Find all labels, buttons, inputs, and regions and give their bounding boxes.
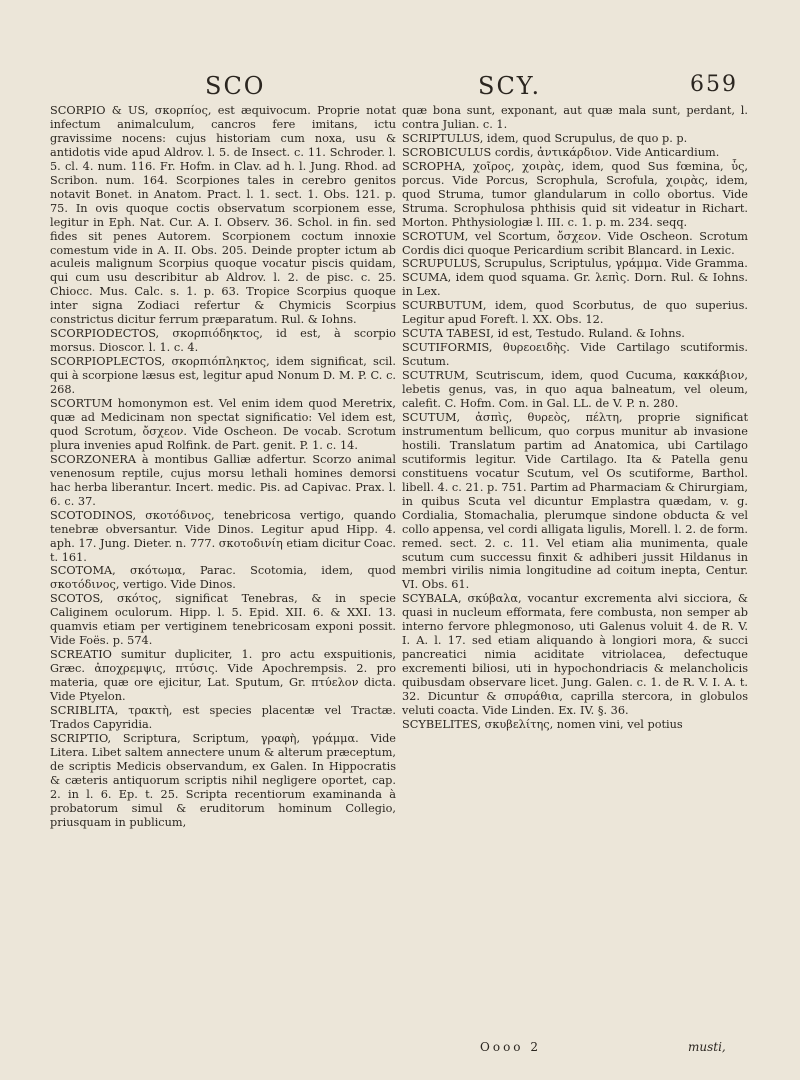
running-head-right: SCY. [478, 72, 542, 100]
entry-scriblita: SCRIBLITA, τρακτὴ, est species placentæ vel Tractæ. Trados Capyridia. [50, 703, 396, 731]
entry-scutrum: SCUTRUM, Scutriscum, idem, quod Cucuma, κακκάβιον, lebetis genus, vas, in quo aqua balneatum, vel oleum, calefit. C. Hofm. Com. in Gal. LL. de V. P. n. 280. [402, 369, 748, 411]
entry-scuma: SCUMA, idem quod squama. Gr. λεπὶς. Dorn. Rul. & Iohns. in Lex. [402, 271, 748, 299]
entry-scutum: SCUTUM, ἀσπὶς, θυρεὸς, πέλτη, proprie significat instrumentum bellicum, quo corpus munitur ab invasione hostili. Translatum partim ad Anatomica, ubi Cartilago scutiformis legitur. Vide Cartilago. Ita & Patella genu constituens vocatur Scutum, vel Os scutiforme, Barthol. libell. 4. c. 21. p. 751. Partim ad Pharmaciam & Chirurgiam, in quibus Scuta vel dicuntur Emplastra quædam, v. g. Cordialia, Stomachalia, plerumque sindone obducta & vel collo appensa, vel cordi alligata ligulis, Morell. l. 2. de form. remed. sect. 2. c. 11. Vel etiam alia munimenta, quale scutum cum successu finxit & adhiberi jussit Hildanus in membri virilis nimia longitudine ad coitum inepta, Centur. VI. Obs. 61. [402, 410, 748, 592]
entry-scriptio: SCRIPTIO, Scriptura, Scriptum, γραφὴ, γράμμα. Vide Litera. Libet saltem annectere unum & alterum præceptum, de scriptis Medicis observandum, ex Galen. In Hippocratis & cæteris antiquorum scriptis nihil negligere oportet, cap. 2. in l. 6. Ep. t. 25. Scripta recentiorum examinanda à probatorum simul & eruditorum hominum Collegio, priusquam in publicum, [50, 731, 396, 829]
catchword: musti, [688, 1040, 726, 1054]
entry-scorpio: SCORPIO & US, σκορπίος, est æquivocum. Proprie notat infectum animalculum, cancros fere imitans, ictu gravissime nocens: cujus historiam cum noxa, usu & antidotis vide apud Aldrov. l. 5. de Insect. c. 11. Schroder. l. 5. cl. 4. num. 116. Fr. Hofm. in Clav. ad h. l. Jung. Rhod. ad Scribon. num. 164. Scorpiones tales in cerebro genitos notavit Bonet. in Anatom. Pract. l. 1. sect. 1. Obs. 121. p. 75. In ovis quoque coctis observatum scorpionem esse, legitur in Eph. Nat. Cur. A. I. Observ. 36. Schol. in fin. sed fides sit penes Autorem. Scorpionem coctum innoxie comestum vide in A. II. Obs. 205. Deinde propter ictum ab aculeis malignum Scorpius quoque vocatur piscis quidam, qui cum usu describitur ab Aldrov. l. 2. de pisc. c. 25. Chiocc. Mus. Calc. s. 1. p. 63. Tropice Scorpius quoque inter signa Zodiaci refertur & Chymicis Scorpius constrictus dicitur ferrum præparatum. Rul. & Iohns. [50, 104, 396, 327]
entry-scuta-tabesi: SCUTA TABESI, id est, Testudo. Ruland. & Iohns. [402, 327, 685, 341]
entry-scrotum: SCROTUM, vel Scortum, ὄσχεον. Vide Oscheon. Scrotum Cordis dici quoque Pericardium scribit Blancard. in Lexic. [402, 229, 748, 257]
entry-continuation: quæ bona sunt, exponant, aut quæ mala sunt, perdant, l. contra Julian. c. 1. [402, 104, 748, 131]
entry-scorpiodectos: SCORPIODECTOS, σκορπιόδηκτος, id est, à scorpio morsus. Dioscor. l. 1. c. 4. [50, 327, 396, 355]
entry-scybala: SCYBALA, σκύβαλα, vocantur excrementa alvi sicciora, & quasi in nucleum efformata, fere combusta, non semper ab interno fervore phlegmonoso, uti Galenus voluit 4. de R. V. I. A. l. 17. sed etiam aliquando à longiori mora, & succi pancreatici nimia aciditate vitriolacea, defectuque excrementi biliosi, uti in hypochondriacis & melancholicis quibusdam observare licet. Jung. Galen. c. 1. de R. V. I. A. t. 32. Dicuntur & σπυράθια, caprilla stercora, in globulos veluti coacta. Vide Linden. Ex. IV. §. 36. [402, 592, 748, 717]
right-column [402, 104, 748, 732]
entry-scotoma: SCOTOMA, σκότωμα, Parac. Scotomia, idem, quod σκοτόδινος, vertigo. Vide Dinos. [50, 564, 396, 592]
running-head-left: SCO [205, 72, 266, 100]
entry-scorpioplectos: SCORPIOPLECTOS, σκορπιόπληκτος, idem significat, scil. qui à scorpione læsus est, legitur apud Nonum D. M. P. C. c. 268. [50, 355, 396, 397]
page-number: 659 [690, 72, 738, 97]
entry-scotodinos: SCOTODINOS, σκοτόδινος, tenebricosa vertigo, quando tenebræ obversantur. Vide Dinos. Legitur apud Hipp. 4. aph. 17. Jung. Dieter. n. 777. σκοτοδινίη etiam dicitur Coac. t. 161. [50, 508, 396, 564]
entry-scortum: SCORTUM homonymon est. Vel enim idem quod Meretrix, quæ ad Medicinam non spectat significatio: Vel idem est, quod Scrotum, ὄσχεον. Vide Oscheon. De vocab. Scrotum plura invenies apud Rolfink. de Part. genit. P. 1. c. 14. [50, 397, 396, 452]
entry-scutiformis: SCUTIFORMIS, θυρεοειδὴς. Vide Cartilago scutiformis. Scutum. [402, 341, 748, 369]
entry-scrupulus: SCRUPULUS, Scrupulus, Scriptulus, γράμμα. Vide Gramma. [402, 257, 748, 271]
entry-scybelites: SCYBELITES, σκυβελίτης, nomen vini, vel potius [402, 717, 683, 731]
entry-scurbutum: SCURBUTUM, idem, quod Scorbutus, de quo superius. Legitur apud Foreft. l. XX. Obs. 12. [402, 299, 748, 327]
left-column [50, 104, 396, 830]
entry-scrobiculus: SCROBICULUS cordis, ἀντικάρδιον. Vide Anticardium. [402, 145, 720, 159]
signature-mark: Oooo 2 [480, 1040, 541, 1054]
entry-scorzonera: SCORZONERA à montibus Galliæ adfertur. Scorzo animal venenosum reptile, cujus morsu lethali homines demorsi hac herba liberantur. Incert. medic. Pis. ad Capivac. Prax. l. 6. c. 37. [50, 452, 396, 508]
entry-scriptulus: SCRIPTULUS, idem, quod Scrupulus, de quo p. p. [402, 131, 688, 145]
entry-scotos: SCOTOS, σκότος, significat Tenebras, & in specie Caliginem oculorum. Hipp. l. 5. Epid. XII. 6. & XXI. 13. quamvis etiam per vertiginem tenebricosam exponi possit. Vide Foës. p. 574. [50, 592, 396, 648]
entry-screatio: SCREATIO sumitur dupliciter, 1. pro actu exspuitionis, Græc. ἀποχρεμψις, πτύσις. Vide Apochrempsis. 2. pro materia, quæ ore ejicitur, Lat. Sputum, Gr. πτύελον dicta. Vide Ptyelon. [50, 648, 396, 704]
entry-scropha: SCROPHA, χοῖρος, χοιρὰς, idem, quod Sus fœmina, ὗς, porcus. Vide Porcus, Scrophula, Scrofula, χοιρὰς, idem, quod Struma, tumor glandularum in collo obortus. Vide Struma. Scrophulosa phthisis quid sit videatur in Richart. Morton. Phthysiologiæ l. III. c. 1. p. m. 234. seqq. [402, 159, 748, 229]
